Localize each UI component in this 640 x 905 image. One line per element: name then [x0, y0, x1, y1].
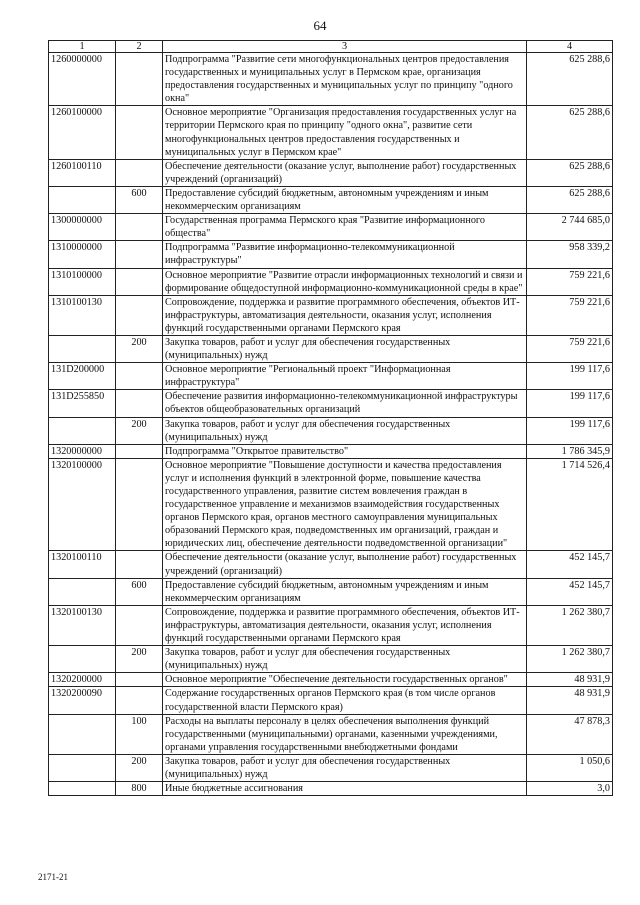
row-expense-type	[116, 605, 163, 645]
table-row	[49, 578, 613, 605]
row-code	[49, 646, 116, 673]
row-expense-type	[116, 687, 163, 714]
page-number: 64	[313, 18, 327, 33]
row-name: Основное мероприятие "Организация предоставления государственных услуг на территории Пермского края по принципу "одного окна", развитие сети многофункциональных центров предоставления государственных и муниципальных услуг в Пермском крае"	[163, 106, 527, 159]
row-name: Предоставление субсидий бюджетным, автономным учреждениям и иным некоммерческим организациям	[163, 186, 527, 213]
row-code	[49, 714, 116, 754]
row-name: Основное мероприятие "Развитие отрасли информационных технологий и связи и формирование общедоступной информационно-коммуникационной среды в крае"	[163, 268, 527, 295]
row-expense-type: 200	[116, 335, 163, 362]
footer-document-code: 2171-21	[38, 872, 68, 882]
row-code	[49, 782, 116, 796]
row-expense-type	[116, 390, 163, 417]
row-amount: 958 339,2	[527, 241, 613, 268]
row-amount: 48 931,9	[527, 687, 613, 714]
row-code: 1310100000	[49, 268, 116, 295]
table-row	[49, 714, 613, 754]
row-name: Обеспечение деятельности (оказание услуг, выполнение работ) государственных учреждений (организаций)	[163, 159, 527, 186]
row-code	[49, 754, 116, 781]
table-row	[49, 53, 613, 106]
table-row	[49, 687, 613, 714]
table-row	[49, 754, 613, 781]
row-amount: 625 288,6	[527, 186, 613, 213]
header-col-3: 3	[163, 41, 527, 53]
table-row	[49, 106, 613, 159]
row-code: 131D255850	[49, 390, 116, 417]
row-amount: 199 117,6	[527, 390, 613, 417]
header-col-4: 4	[527, 41, 613, 53]
row-amount: 625 288,6	[527, 53, 613, 106]
row-expense-type: 600	[116, 186, 163, 213]
row-name: Основное мероприятие "Региональный проект "Информационная инфраструктура"	[163, 363, 527, 390]
table-row	[49, 444, 613, 458]
row-expense-type	[116, 295, 163, 335]
row-amount: 199 117,6	[527, 363, 613, 390]
row-code: 1320100000	[49, 458, 116, 551]
row-expense-type	[116, 444, 163, 458]
table-row	[49, 159, 613, 186]
row-amount: 1 714 526,4	[527, 458, 613, 551]
row-code: 1260000000	[49, 53, 116, 106]
header-col-1: 1	[49, 41, 116, 53]
row-name: Закупка товаров, работ и услуг для обеспечения государственных (муниципальных) нужд	[163, 754, 527, 781]
row-name: Основное мероприятие "Обеспечение деятельности государственных органов"	[163, 673, 527, 687]
row-name: Обеспечение развития информационно-телекоммуникационной инфраструктуры объектов общеобразовательных организаций	[163, 390, 527, 417]
table-row	[49, 605, 613, 645]
row-code: 1320100130	[49, 605, 116, 645]
budget-table	[48, 40, 613, 796]
table-row	[49, 551, 613, 578]
table-body	[49, 53, 613, 796]
row-name: Расходы на выплаты персоналу в целях обеспечения выполнения функций государственными (муниципальными) органами, казенными учреждениями, органами управления государственными внебюджетными фондами	[163, 714, 527, 754]
row-expense-type: 200	[116, 417, 163, 444]
table-row	[49, 214, 613, 241]
row-amount: 1 262 380,7	[527, 605, 613, 645]
row-name: Содержание государственных органов Пермского края (в том числе органов государственной власти Пермского края)	[163, 687, 527, 714]
row-name: Иные бюджетные ассигнования	[163, 782, 527, 796]
row-amount: 1 786 345,9	[527, 444, 613, 458]
row-name: Закупка товаров, работ и услуг для обеспечения государственных (муниципальных) нужд	[163, 335, 527, 362]
row-code: 1260100110	[49, 159, 116, 186]
row-amount: 759 221,6	[527, 335, 613, 362]
row-expense-type: 600	[116, 578, 163, 605]
row-amount: 759 221,6	[527, 268, 613, 295]
row-name: Закупка товаров, работ и услуг для обеспечения государственных (муниципальных) нужд	[163, 417, 527, 444]
row-code: 1320000000	[49, 444, 116, 458]
row-amount: 452 145,7	[527, 551, 613, 578]
table-row	[49, 268, 613, 295]
row-code: 1260100000	[49, 106, 116, 159]
row-expense-type	[116, 159, 163, 186]
table-row	[49, 417, 613, 444]
row-expense-type: 100	[116, 714, 163, 754]
row-name: Сопровождение, поддержка и развитие программного обеспечения, объектов ИТ-инфраструктуры, автоматизация деятельности, оказания услуг, исполнения функций государственными органами Пермского края	[163, 605, 527, 645]
table-row	[49, 673, 613, 687]
row-code: 1320100110	[49, 551, 116, 578]
row-name: Закупка товаров, работ и услуг для обеспечения государственных (муниципальных) нужд	[163, 646, 527, 673]
row-expense-type: 200	[116, 646, 163, 673]
row-amount: 1 050,6	[527, 754, 613, 781]
row-code: 1320200090	[49, 687, 116, 714]
table-row	[49, 295, 613, 335]
row-amount: 48 931,9	[527, 673, 613, 687]
table-row	[49, 782, 613, 796]
row-expense-type: 800	[116, 782, 163, 796]
row-code: 1310000000	[49, 241, 116, 268]
row-amount: 452 145,7	[527, 578, 613, 605]
table-row	[49, 186, 613, 213]
row-name: Основное мероприятие "Повышение доступности и качества предоставления услуг и исполнения функций в электронной форме, повышение качества государственного управления, развитие систем вовлечения граждан в государственное управление и механизмов взаимодействия государственных органов Пермского края, органов местного самоуправления муниципальных образований Пермского края, подведомственных им организаций, граждан и юридических лиц, обеспечение деятельности подведомственной организации"	[163, 458, 527, 551]
row-expense-type: 200	[116, 754, 163, 781]
table-row	[49, 241, 613, 268]
row-amount: 199 117,6	[527, 417, 613, 444]
row-code: 1320200000	[49, 673, 116, 687]
table-row	[49, 390, 613, 417]
table-row	[49, 335, 613, 362]
table-row	[49, 363, 613, 390]
row-name: Подпрограмма "Развитие информационно-телекоммуникационной инфраструктуры"	[163, 241, 527, 268]
header-col-2: 2	[116, 41, 163, 53]
row-expense-type	[116, 241, 163, 268]
row-code: 1310100130	[49, 295, 116, 335]
row-expense-type	[116, 214, 163, 241]
row-expense-type	[116, 551, 163, 578]
row-amount: 1 262 380,7	[527, 646, 613, 673]
table-row	[49, 458, 613, 551]
row-code	[49, 335, 116, 362]
row-amount: 625 288,6	[527, 106, 613, 159]
row-name: Подпрограмма "Развитие сети многофункциональных центров предоставления государственных и муниципальных услуг в Пермском крае, организация предоставления государственных и муниципальных услуг по принципу "одного окна"	[163, 53, 527, 106]
row-expense-type	[116, 363, 163, 390]
row-expense-type	[116, 53, 163, 106]
row-name: Подпрограмма "Открытое правительство"	[163, 444, 527, 458]
row-expense-type	[116, 458, 163, 551]
row-expense-type	[116, 106, 163, 159]
row-amount: 2 744 685,0	[527, 214, 613, 241]
row-amount: 759 221,6	[527, 295, 613, 335]
row-expense-type	[116, 268, 163, 295]
header-row	[49, 41, 613, 53]
row-name: Сопровождение, поддержка и развитие программного обеспечения, объектов ИТ-инфраструктуры, автоматизация деятельности, оказания услуг, исполнения функций государственными органами Пермского края	[163, 295, 527, 335]
table-header	[49, 41, 613, 53]
row-name: Предоставление субсидий бюджетным, автономным учреждениям и иным некоммерческим организациям	[163, 578, 527, 605]
row-code	[49, 186, 116, 213]
row-code: 1300000000	[49, 214, 116, 241]
row-amount: 3,0	[527, 782, 613, 796]
row-amount: 47 878,3	[527, 714, 613, 754]
row-code	[49, 417, 116, 444]
row-expense-type	[116, 673, 163, 687]
row-name: Обеспечение деятельности (оказание услуг, выполнение работ) государственных учреждений (организаций)	[163, 551, 527, 578]
row-amount: 625 288,6	[527, 159, 613, 186]
table-row	[49, 646, 613, 673]
row-name: Государственная программа Пермского края "Развитие информационного общества"	[163, 214, 527, 241]
row-code	[49, 578, 116, 605]
row-code: 131D200000	[49, 363, 116, 390]
